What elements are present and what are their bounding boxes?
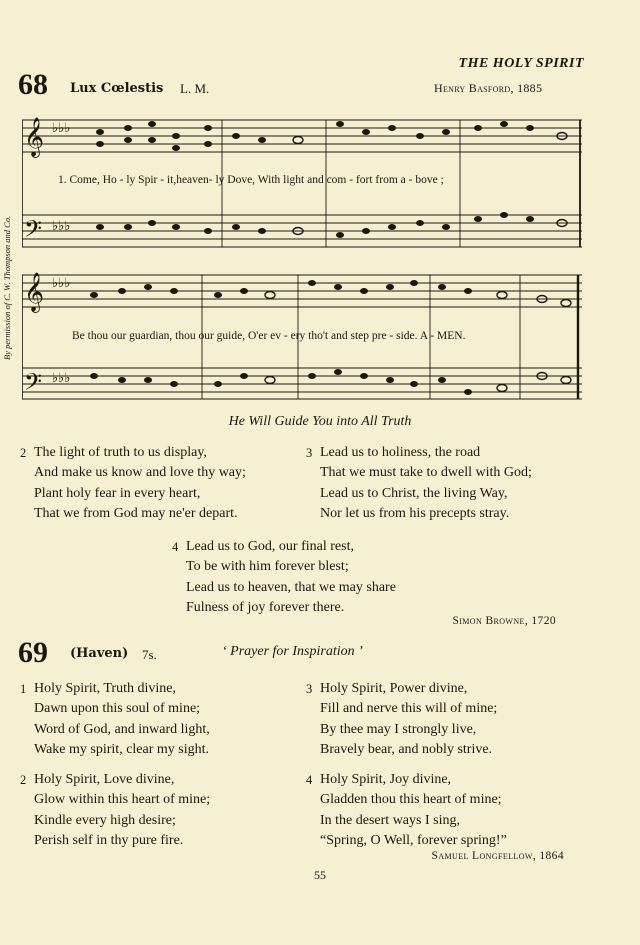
hymn-68-stanza-4: 4 Lead us to God, our final rest, To be with him forever blest; Lead us to heaven, that we may share Fulness of joy forever there.: [172, 539, 396, 615]
svg-text:♭♭♭: ♭♭♭: [52, 371, 71, 386]
svg-text:𝄢: 𝄢: [24, 368, 43, 400]
hymn-69-meter: 7s.: [142, 647, 157, 662]
svg-text:♭♭♭: ♭♭♭: [52, 121, 71, 136]
hymn-69-stanza-2: 2 Holy Spirit, Love divine, Glow within this heart of mine; Kindle every high desire; Perish self in thy pure fire.: [20, 772, 211, 848]
section-title: THE HOLY SPIRIT: [458, 56, 584, 71]
hymn-68-stanza-3: 3 Lead us to holiness, the road That we must take to dwell with God; Lead us to Christ, the living Way, Nor let us from his precepts stray.: [306, 445, 532, 521]
hymn-68-lyric-line-1: 1. Come, Ho - ly Spir - it,heaven- ly Dove, With light and com - fort from a - bove ;: [58, 174, 444, 186]
hymn-68-stanza-2: 2 The light of truth to us display, And make us know and love thy way; Plant holy fear in every heart, That we from God may ne'er depart.: [20, 445, 246, 521]
page-number: 55: [314, 868, 326, 882]
hymn-69-number: 69: [18, 636, 48, 669]
hymn-68-meter: L. M.: [180, 81, 210, 96]
hymn-69-stanza-4: 4 Holy Spirit, Joy divine, Gladden thou this heart of mine; In the desert ways I sing, “Spring, O Well, forever spring!”: [306, 772, 507, 848]
hymn-69-stanza-3: 3 Holy Spirit, Power divine, Fill and nerve this will of mine; By thee may I strongly live, Bravely bear, and nobly strive.: [306, 681, 498, 757]
svg-text:♭♭♭: ♭♭♭: [52, 276, 71, 291]
hymn-69-author: Samuel Longfellow, 1864: [431, 850, 564, 862]
hymn-68-lyric-line-2: Be thou our guardian, thou our guide, O'er ev - ery tho't and step pre - side. A - MEN.: [72, 330, 466, 342]
hymn-69-stanza-1: 1 Holy Spirit, Truth divine, Dawn upon this soul of mine; Word of God, and inward light, Wake my spirit, clear my sight.: [20, 681, 210, 757]
permission-credit: By permission of C. W. Thompson and Co.: [2, 215, 12, 360]
hymn-68-number: 68: [18, 68, 48, 101]
sheet-music: [22, 110, 592, 400]
hymn-68-composer: Henry Basford, 1885: [434, 81, 543, 95]
hymn-69-title: ‘ Prayer for Inspiration ’: [222, 644, 363, 659]
hymn-68-author: Simon Browne, 1720: [452, 615, 556, 627]
svg-text:𝄢: 𝄢: [24, 215, 43, 248]
sheet-music-staves: [22, 110, 592, 400]
svg-text:𝄞: 𝄞: [24, 117, 45, 157]
svg-text:♭♭♭: ♭♭♭: [52, 219, 71, 234]
hymn-68-tune: Lux Cœlestis: [70, 81, 164, 96]
hymn-68-subtitle: He Will Guide You into All Truth: [228, 414, 412, 429]
hymn-69-tune: (Haven): [70, 646, 129, 661]
svg-text:𝄞: 𝄞: [24, 272, 45, 312]
